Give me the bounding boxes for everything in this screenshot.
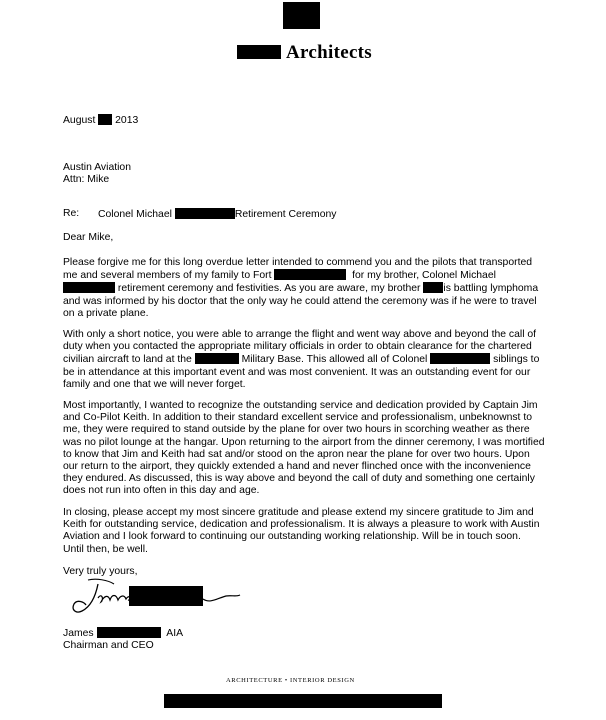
- paragraph-line: and was informed by his doctor that the only way he could attend the ceremony was if he were to travel: [63, 295, 537, 307]
- redaction-bar: [98, 114, 112, 125]
- handwritten-signature: [68, 578, 248, 618]
- paragraph-line: In closing, please accept my most sincere gratitude and please extend my sincere gratitude to Jim and: [63, 507, 534, 518]
- redaction-bar: [423, 282, 443, 293]
- paragraph-line: was no pilot lounge at the hangar. Upon returning to the airport from the dinner ceremony, I was mortified: [63, 436, 545, 448]
- paragraph-line: me, they were required to stand outside by the plane for over two hours in scorching weather as there: [63, 424, 530, 436]
- redaction-bar: [175, 208, 235, 219]
- paragraph-line: Aviation and I look forward to continuing our outstanding working relationship. Will be in touch soon.: [63, 531, 521, 543]
- footer-tagline: ARCHITECTURE • INTERIOR DESIGN: [226, 677, 355, 684]
- paragraph-1: [63, 257, 538, 320]
- paragraph-3: [63, 400, 545, 498]
- recipient-line-2: Attn: Mike: [63, 174, 110, 185]
- paragraph-line: Please forgive me for this long overdue letter intended to commend you and the pilots that transported: [63, 257, 533, 268]
- paragraph-line: Keith for outstanding service, dedication and professionalism. It is always a pleasure to work with Austin: [63, 519, 540, 531]
- paragraph-2: [63, 329, 539, 391]
- paragraph-line: family and one that we will never forget.: [63, 378, 246, 390]
- paragraph-line: duty when you contacted the appropriate military officials in order to obtain clearance for the chartered: [63, 341, 532, 353]
- paragraph-line: With only a short notice, you were able to arrange the flight and went way above and beyond the call of: [63, 329, 537, 340]
- paragraph-line: and Co-Pilot Keith. In addition to their standard excellent service and professionalism, unbeknownst to: [63, 412, 532, 424]
- paragraph-line: on a private plane.: [63, 307, 149, 319]
- redaction-bar: [237, 45, 281, 59]
- paragraph-4: [63, 507, 539, 556]
- letterhead-brand: [237, 42, 372, 64]
- paragraph-line: they endured. As discussed, this is way above and beyond the call of duty and something one certainly: [63, 473, 535, 485]
- redacted-logo: [283, 2, 320, 29]
- paragraph-line: Most importantly, I wanted to recognize the outstanding service and dedication provided by Captain Jim: [63, 400, 538, 411]
- redaction-bar: [97, 627, 161, 638]
- redaction-bar: [430, 353, 490, 364]
- subject-label: Re:: [63, 208, 80, 219]
- paragraph-line: our return to the airport, they quickly extended a hand and never flinched once with the inconvenience: [63, 461, 531, 473]
- redacted-footer-address: [164, 694, 442, 708]
- salutation: Dear Mike,: [63, 232, 114, 243]
- paragraph-line: does not run into often in this day and age.: [63, 485, 260, 497]
- paragraph-line: be in attendance at this important event and was most convenient. It was an outstanding event for our: [63, 366, 531, 378]
- recipient-line-1: Austin Aviation: [63, 162, 131, 173]
- redaction-bar: [274, 269, 346, 280]
- letter-date: August 2013: [63, 115, 139, 126]
- redaction-bar: [63, 282, 115, 293]
- paragraph-line: retirement ceremony and festivities. As you are aware, my brother is battling lymphoma: [63, 282, 538, 295]
- signer-name: James AIA: [63, 628, 184, 639]
- brand-name: Architects: [286, 42, 373, 63]
- paragraph-line: Until then, be well.: [63, 543, 148, 555]
- signer-title: Chairman and CEO: [63, 640, 154, 651]
- paragraph-line: civilian aircraft to land at the Military Base. This allowed all of Colonel siblings to: [63, 354, 540, 366]
- closing: Very truly yours,: [63, 566, 138, 577]
- paragraph-line: me and several members of my family to Fort for my brother, Colonel Michael: [63, 270, 496, 282]
- redaction-bar: [195, 353, 239, 364]
- paragraph-line: to know that Jim and Keith had sat and/or stood on the apron near the plane for over two hours. Upon: [63, 448, 530, 460]
- subject-line: Colonel Michael Retirement Ceremony: [98, 209, 337, 220]
